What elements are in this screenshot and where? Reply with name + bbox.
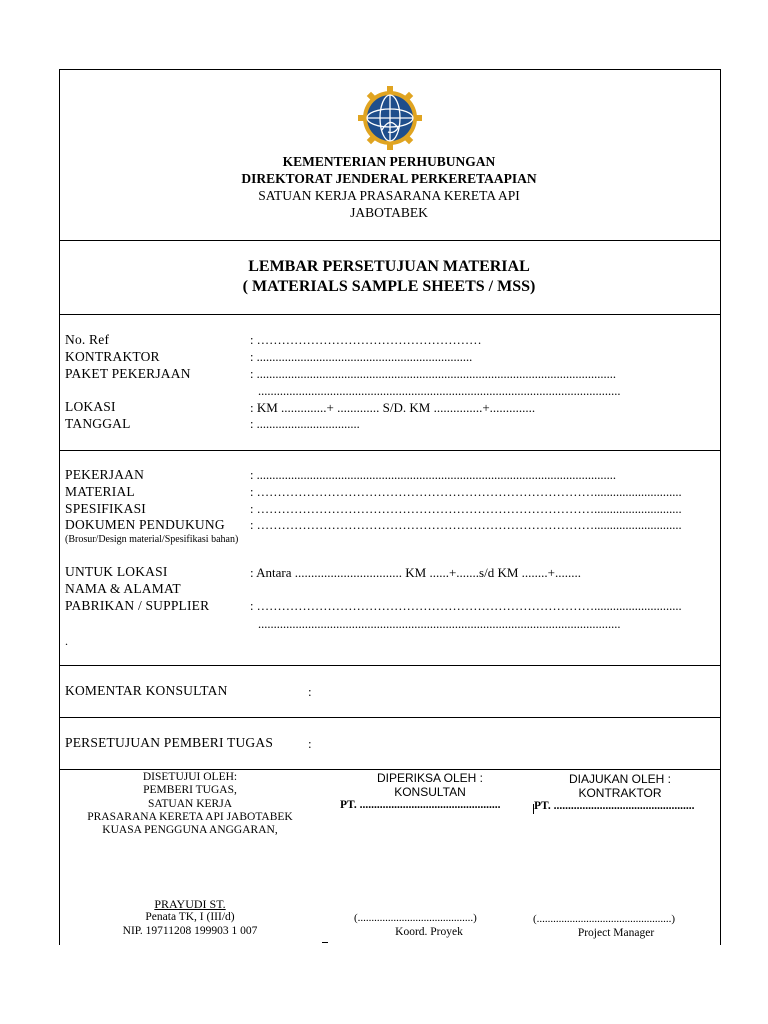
- sig-left-line-3: SATUAN KERJA: [147, 798, 233, 810]
- org-line-3: SATUAN KERJA PRASARANA KERETA API: [258, 188, 520, 203]
- dokumen-label: DOKUMEN PENDUKUNG: [65, 517, 225, 532]
- spesifikasi-label: SPESIFIKASI: [65, 501, 146, 516]
- contractor-company-field[interactable]: PT. .................................................: [534, 800, 695, 812]
- pabrikan-field-1[interactable]: : ………………………………………………………………………............................: [250, 599, 682, 613]
- org-line-4: JABOTABEK: [350, 205, 428, 220]
- persetujuan-label: PERSETUJUAN PEMBERI TUGAS: [65, 735, 274, 750]
- divider: [59, 450, 720, 451]
- sig-middle-line-1: DIPERIKSA OLEH :: [376, 771, 484, 785]
- consultant-role: Koord. Proyek: [395, 926, 463, 938]
- pabrikan-label: PABRIKAN / SUPPLIER: [65, 598, 210, 613]
- signatory-nip: NIP. 19711208 199903 1 007: [122, 925, 258, 937]
- divider: [59, 240, 720, 241]
- no-ref-label: No. Ref: [65, 332, 110, 347]
- consultant-signature-field[interactable]: (..........................................): [354, 912, 477, 924]
- kontraktor-label: KONTRAKTOR: [65, 349, 160, 364]
- ministry-logo: [358, 86, 422, 150]
- tanggal-label: TANGGAL: [65, 416, 131, 431]
- sig-left-line-4: PRASARANA KERETA API JABOTABEK: [87, 811, 293, 823]
- ministry-logo-icon: [358, 86, 422, 150]
- divider: [59, 314, 720, 315]
- lokasi-label: LOKASI: [65, 399, 116, 414]
- consultant-company-field[interactable]: PT. .................................................: [340, 799, 501, 811]
- sig-right-line-2: KONTRAKTOR: [578, 786, 662, 800]
- signatory-rank: Penata TK, I (III/d): [145, 911, 235, 923]
- komentar-label: KOMENTAR KONSULTAN: [65, 683, 228, 698]
- untuk-lokasi-field[interactable]: : Antara ................................. KM ......+.......s/d KM ........+........: [250, 565, 581, 580]
- org-line-1: KEMENTERIAN PERHUBUNGAN: [282, 154, 496, 169]
- org-line-2: DIREKTORAT JENDERAL PERKERETAAPIAN: [241, 171, 537, 186]
- paket-field-1[interactable]: : ...................................................................................................................: [250, 367, 616, 381]
- dokumen-field[interactable]: : ………………………………………………………………………............................: [250, 518, 682, 532]
- lokasi-field[interactable]: : KM ..............+ ............. S/D. KM ...............+..............: [250, 400, 536, 415]
- nama-alamat-label: NAMA & ALAMAT: [65, 581, 181, 596]
- divider: [533, 804, 534, 814]
- pekerjaan-label: PEKERJAAN: [65, 467, 145, 482]
- dokumen-note: (Brosur/Design material/Spesifikasi bahan): [65, 534, 239, 545]
- form-title: LEMBAR PERSETUJUAN MATERIAL: [248, 258, 530, 275]
- paket-field-2[interactable]: ....................................................................................................................: [258, 384, 621, 398]
- untuk-lokasi-label: UNTUK LOKASI: [65, 564, 168, 579]
- paket-label: PAKET PEKERJAAN: [65, 366, 191, 381]
- persetujuan-field[interactable]: :: [308, 736, 312, 751]
- sig-left-line-1: DISETUJUI OLEH:: [142, 771, 238, 783]
- sig-middle-line-2: KONSULTAN: [394, 785, 466, 799]
- divider: [59, 717, 720, 718]
- material-label: MATERIAL: [65, 484, 135, 499]
- signatory-name: PRAYUDI ST.: [154, 897, 226, 911]
- trailing-dot: .: [65, 634, 69, 648]
- sig-left-line-5: KUASA PENGGUNA ANGGARAN,: [102, 824, 278, 836]
- spesifikasi-field[interactable]: : ………………………………………………………………………............................: [250, 502, 682, 516]
- sig-right-line-1: DIAJUKAN OLEH :: [568, 772, 672, 786]
- komentar-field[interactable]: :: [308, 684, 312, 699]
- material-field[interactable]: : ………………………………………………………………………............................: [250, 485, 682, 499]
- pekerjaan-field[interactable]: : ...................................................................................................................: [250, 468, 616, 482]
- divider: [59, 665, 720, 666]
- kontraktor-field[interactable]: : .....................................................................: [250, 350, 473, 364]
- no-ref-field[interactable]: : ………………………………………………: [250, 333, 482, 347]
- tanggal-field[interactable]: : .................................: [250, 417, 360, 431]
- contractor-signature-field[interactable]: (.................................................): [533, 913, 676, 925]
- divider: [322, 942, 328, 943]
- pabrikan-field-2[interactable]: ....................................................................................................................: [258, 617, 621, 631]
- sig-left-line-2: PEMBERI TUGAS,: [143, 784, 237, 796]
- contractor-role: Project Manager: [577, 927, 655, 939]
- divider: [59, 769, 720, 770]
- form-subtitle: ( MATERIALS SAMPLE SHEETS / MSS): [242, 278, 536, 295]
